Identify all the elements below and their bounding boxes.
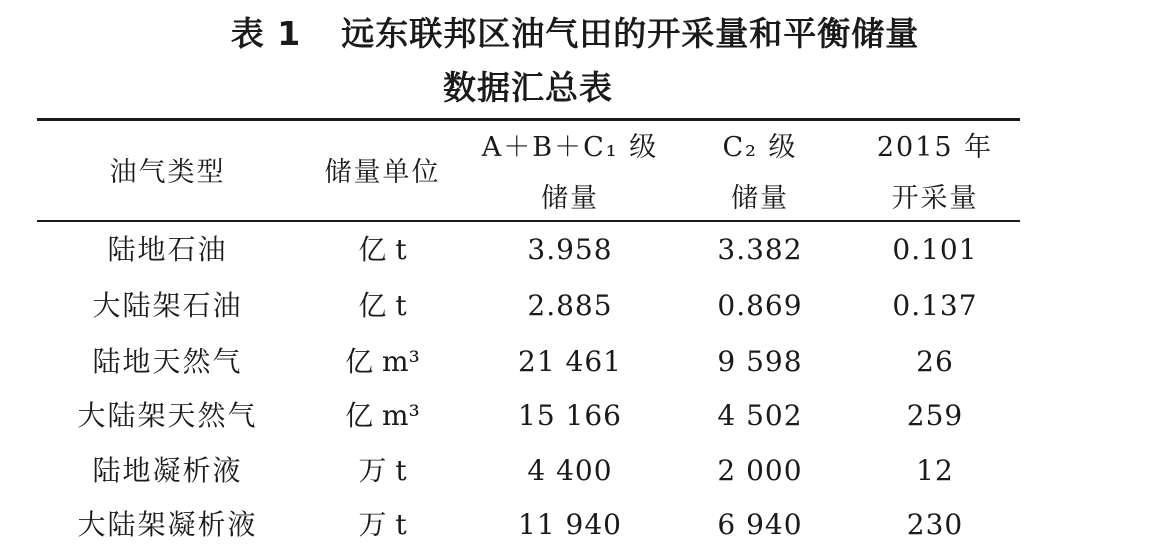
cell-production-2015: 0.101	[892, 233, 978, 266]
cell-production-2015: 12	[916, 454, 954, 487]
cell-oil-gas-type: 大陆架天然气	[77, 399, 258, 432]
table-row	[0, 278, 1150, 334]
cell-reserve-unit: 亿 t	[358, 289, 407, 322]
cell-abc-reserves: 11 940	[518, 508, 622, 541]
cell-production-2015: 26	[916, 345, 954, 378]
table-row	[0, 222, 1150, 278]
cell-reserve-unit: 亿 m³	[345, 399, 420, 432]
cell-abc-reserves: 21 461	[518, 345, 622, 378]
cell-production-2015: 0.137	[892, 289, 978, 322]
table-title-line2: 数据汇总表	[443, 68, 613, 107]
cell-c2-reserves: 4 502	[717, 399, 803, 432]
cell-abc-reserves: 4 400	[527, 454, 613, 487]
table-caption	[0, 8, 1150, 55]
header-production-2015-line2: 开采量	[891, 183, 979, 214]
header-abc-reserves-line2: 储量	[541, 183, 599, 214]
table-number: 表 1	[230, 14, 302, 53]
cell-abc-reserves: 3.958	[527, 233, 613, 266]
cell-reserve-unit: 亿 m³	[345, 345, 420, 378]
cell-c2-reserves: 6 940	[717, 508, 803, 541]
cell-oil-gas-type: 大陆架石油	[92, 289, 243, 322]
cell-oil-gas-type: 陆地天然气	[92, 345, 243, 378]
cell-oil-gas-type: 大陆架凝析液	[77, 508, 258, 541]
cell-c2-reserves: 3.382	[717, 233, 803, 266]
cell-oil-gas-type: 陆地石油	[107, 233, 228, 266]
table-top-rule	[37, 118, 1020, 121]
cell-abc-reserves: 15 166	[518, 399, 622, 432]
header-c2-reserves-line1: C₂ 级	[722, 132, 798, 163]
cell-c2-reserves: 0.869	[717, 289, 803, 322]
table-title: 远东联邦区油气田的开采量和平衡储量	[341, 14, 920, 53]
cell-c2-reserves: 2 000	[717, 454, 803, 487]
cell-production-2015: 259	[906, 399, 964, 432]
cell-reserve-unit: 亿 t	[358, 233, 407, 266]
table-row	[0, 388, 1150, 444]
table-row	[0, 443, 1150, 499]
table-row	[0, 334, 1150, 390]
header-reserve-unit: 储量单位	[324, 157, 441, 188]
cell-production-2015: 230	[906, 508, 964, 541]
header-c2-reserves-line2: 储量	[731, 183, 789, 214]
header-production-2015-line1: 2015 年	[876, 132, 994, 163]
cell-abc-reserves: 2.885	[527, 289, 613, 322]
header-abc-reserves-line1: A＋B＋C₁ 级	[481, 132, 659, 163]
cell-reserve-unit: 万 t	[358, 454, 407, 487]
header-oil-gas-type: 油气类型	[109, 157, 226, 188]
cell-reserve-unit: 万 t	[358, 508, 407, 541]
cell-c2-reserves: 9 598	[717, 345, 803, 378]
cell-oil-gas-type: 陆地凝析液	[92, 454, 243, 487]
